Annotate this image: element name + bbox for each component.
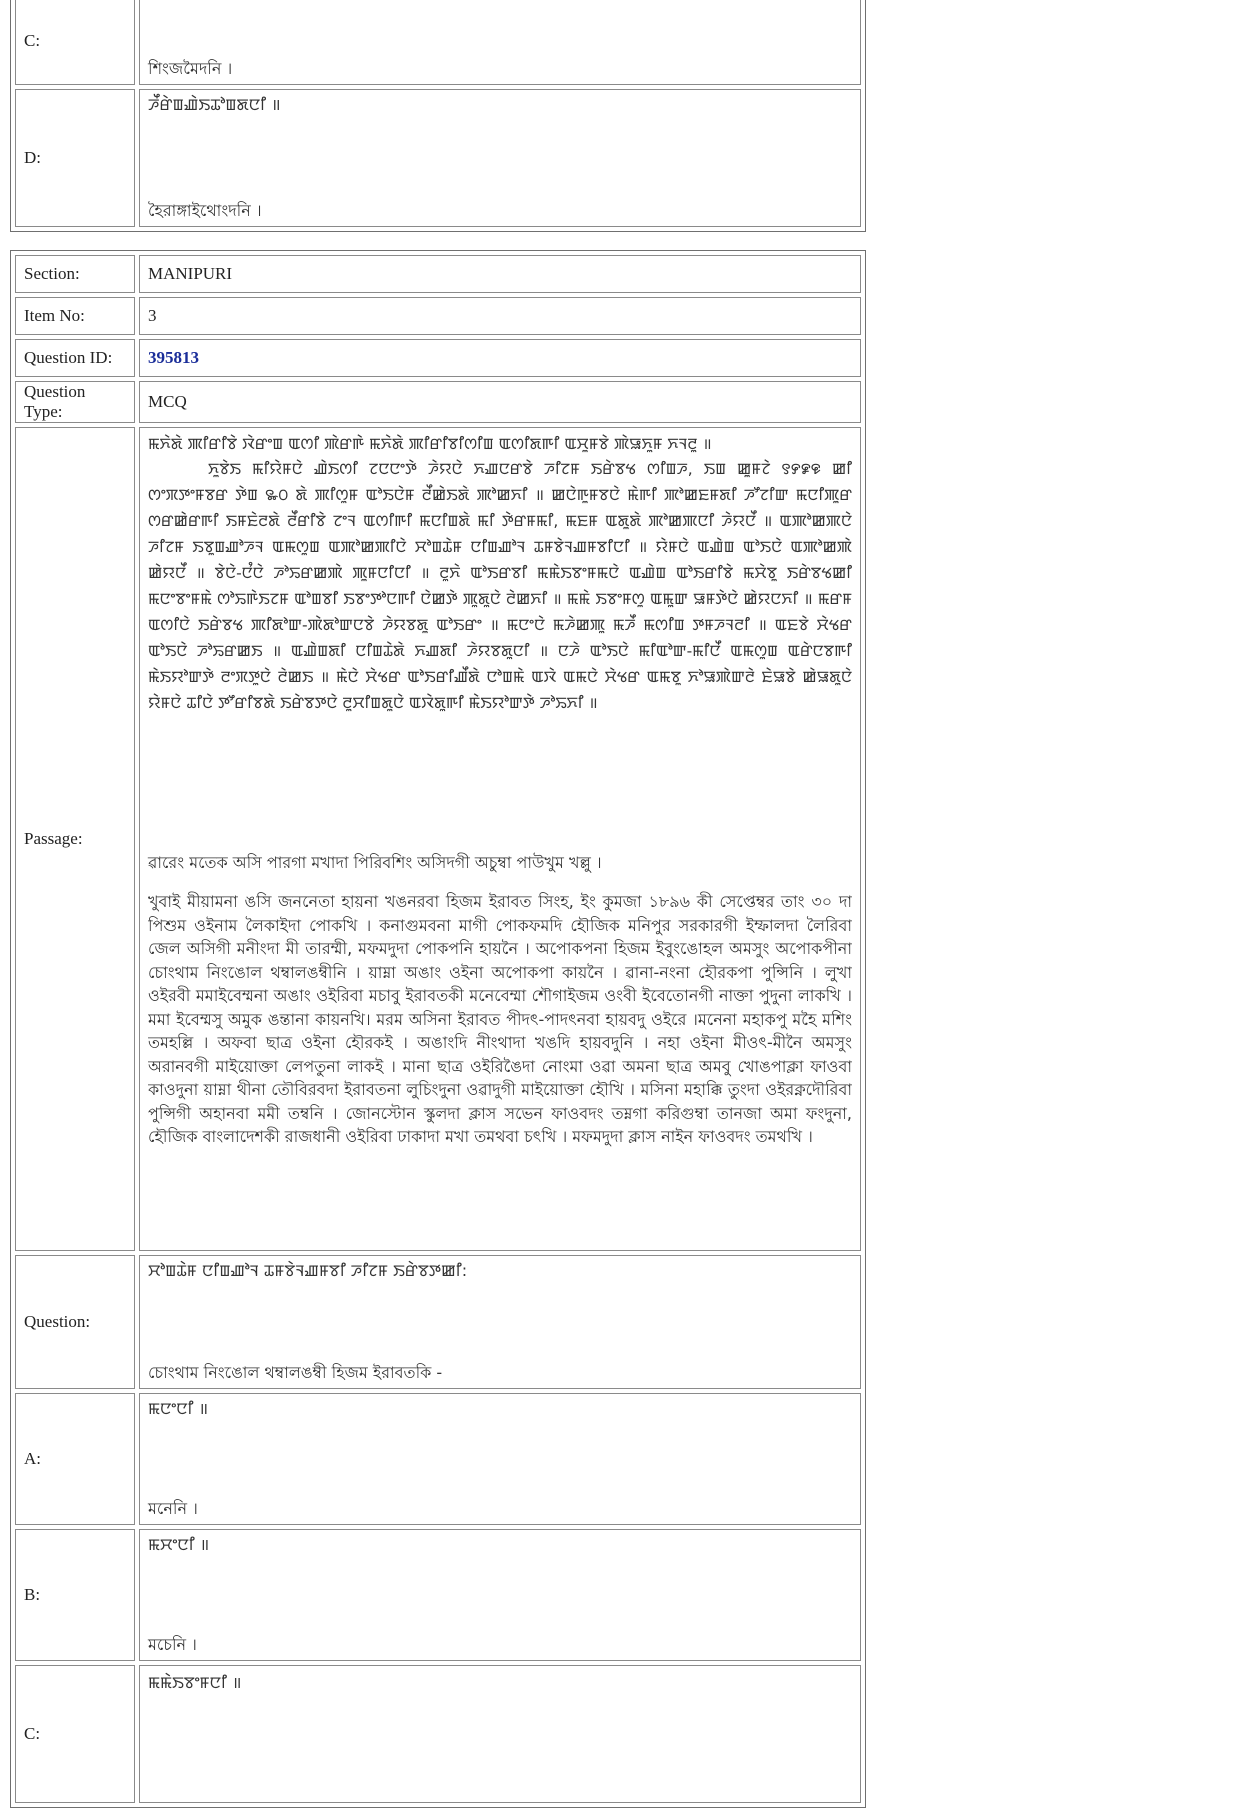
passage-label: Passage:	[15, 427, 135, 1251]
option-cell	[139, 1665, 861, 1803]
section-value: MANIPURI	[139, 255, 861, 293]
passage-meitei-body: ꯈꯨꯕꯥꯏ ꯃꯤꯌꯥꯝꯅꯥ ꯉꯥꯏꯁꯤ ꯖꯅꯅꯦꯇꯥ ꯍꯥꯌꯅꯥ ꯈꯉꯅꯔꯕꯥ ꯍꯤꯖꯝ ꯏꯔꯥꯕꯠ ꯁꯤꯡꯍ, ꯏꯡ ꯀꯨꯝꯖꯥ ꯱꯸꯹꯶ ꯀꯤ ꯁꯦꯞꯇꯦꯝꯕꯔ ꯇꯥꯡ ꯳꯰ ꯗꯥ ꯄꯤꯁꯨꯝ ꯑꯣꯏꯅꯥꯝ ꯂꯩꯀꯥꯏꯗꯥ ꯄꯣꯀꯈꯤ ॥ ꯀꯅꯥꯒꯨꯝꯕꯅꯥ ꯃꯥꯒꯤ ꯄꯣꯀꯐꯝꯗꯤ ꯍꯧꯖꯤꯛ ꯃꯅꯤꯄꯨꯔ ꯁꯔꯀꯥꯔꯒꯤ ꯏꯝꯐꯥꯂꯗꯥ ꯂꯩꯔꯤꯕꯥ ꯖꯦꯜ ꯑꯁꯤꯒꯤ ꯃꯅꯤꯡꯗꯥ ꯃꯤ ꯇꯥꯔꯝꯃꯤ, ꯃꯐꯝ ꯑꯗꯨꯗꯥ ꯄꯣꯀꯄꯅꯤ ꯍꯥꯌꯅꯩ ॥ ꯑꯄꯣꯀꯄꯅꯥ ꯍꯤꯖꯝ ꯏꯕꯨꯡꯉꯣꯍꯜ ꯑꯃꯁꯨꯡ ꯑꯄꯣꯀꯄꯤꯅꯥ ꯆꯣꯡꯊꯥꯝ ꯅꯤꯡꯉꯣꯜ ꯊꯝꯕꯥꯜꯉꯝꯕꯤꯅꯤ ॥ ꯌꯥꯝꯅꯥ ꯑꯉꯥꯡ ꯑꯣꯏꯅꯥ ꯑꯄꯣꯀꯄꯥ ꯀꯥꯌꯅꯩ ॥ ꯕꯥꯅꯥ-ꯅꯪꯅꯥ ꯍꯣꯢꯔꯀꯄꯥ ꯄꯨꯝꯅꯤꯅꯤ ॥ ꯂꯨꯈꯥ ꯑꯣꯏꯔꯕꯤ ꯃꯃꯥꯏꯕꯦꯝꯃꯅꯥ ꯑꯉꯥꯡ ꯑꯣꯏꯔꯤꯕꯥ ꯃꯆꯥꯕꯨ ꯏꯔꯥꯕꯠꯀꯤ ꯃꯅꯦꯕꯦꯝꯃꯥ ꯁꯣꯢꯒꯥꯏꯖꯝ ꯑꯣꯡꯕꯤ ꯏꯕꯦꯇꯣꯅꯒꯤ ꯅꯥꯀꯇꯥ ꯄꯨꯗꯨꯅꯥ ꯂꯥꯀꯈꯤ ॥ ꯃꯃꯥ ꯏꯕꯦꯝꯁꯨ ꯑꯃꯨꯛ ꯎꯝꯇꯥꯅꯥ ꯀꯥꯌꯅꯈꯤ ॥ ꯃꯔꯝ ꯑꯁꯤꯅꯥ ꯏꯔꯥꯕꯠ ꯄꯤꯗꯣꯛ-ꯄꯥꯗꯣꯛꯅꯕꯥ ꯍꯥꯌꯕꯗꯨ ꯑꯣꯏꯔꯦ ॥ ꯃꯅꯦꯅꯥ ꯃꯍꯥꯀꯄꯨ ꯃꯍꯩ ꯃꯁꯤꯡ ꯇꯝꯍꯜꯂꯤ ॥ ꯑꯐꯕꯥ ꯆꯥꯠꯔ ꯑꯣꯏꯅꯥ ꯍꯣꯢꯔꯀꯏ ॥ ꯑꯉꯥꯡꯗꯤ ꯅꯤꯡꯊꯥꯗꯥ ꯈꯉꯗꯤ ꯍꯥꯌꯕꯗꯨꯅꯤ ॥ ꯅꯍꯥ ꯑꯣꯏꯅꯥ ꯃꯤꯑꯣꯛ-ꯃꯤꯅꯩ ꯑꯃꯁꯨꯡ ꯑꯔꯥꯅꯕꯒꯤ ꯃꯥꯏꯌꯣꯛꯇꯥ ꯂꯦꯞꯇꯨꯅꯥ ꯂꯥꯀꯏ ॥ ꯃꯥꯅꯥ ꯆꯥꯠꯔ ꯑꯣꯏꯔꯤꯉꯩꯗꯥ ꯅꯣꯡꯃꯥ ꯑꯋꯥ ꯑꯃꯅꯥ ꯆꯥꯠꯔ ꯑꯃꯕꯨ ꯈꯣꯎꯄꯥꯛꯂꯥ ꯐꯥꯎꯕꯥ ꯀꯥꯎꯗꯨꯅꯥ ꯌꯥꯝꯅꯥ ꯊꯤꯅꯥ ꯇꯧꯔꯤꯕꯗꯥ ꯏꯔꯥꯕꯇꯅꯥ ꯂꯨꯆꯤꯡꯗꯨꯅꯥ ꯑꯋꯥꯗꯨꯒꯤ ꯃꯥꯏꯌꯣꯛꯇꯥ ꯍꯣꯢꯈꯤ ॥	[148, 459, 852, 712]
question-id-value: 395813	[139, 339, 861, 377]
option-cell	[139, 89, 861, 227]
question-table	[10, 250, 866, 1808]
question-id-label: Question ID:	[15, 339, 135, 377]
section-label: Section:	[15, 255, 135, 293]
item-row	[15, 297, 861, 335]
passage-meitei-heading: ꯃꯈꯥꯗꯥ ꯄꯤꯔꯤꯕꯥ ꯋꯥꯔꯦꯡ ꯑꯁꯤ ꯄꯥꯔꯒꯥ ꯃꯈꯥꯗꯥ ꯄꯤꯔꯤꯕꯤꯁꯤꯡ ꯑꯁꯤꯗꯒꯤ ꯑꯆꯨꯝꯕꯥ ꯄꯥꯎꯈꯨꯝ ꯈꯜꯂꯨ ॥	[148, 435, 712, 453]
option-label: C:	[15, 1665, 135, 1803]
option-label: A:	[15, 1393, 135, 1525]
passage-bengali-heading: ৱারেং মতেক অসি পারগা মখাদা পিরিবশিং অসিদগী অচুম্বা পাউখুম খল্লু ।	[148, 852, 602, 872]
option-row-c	[15, 1665, 861, 1803]
option-bengali-text: মনেনি ।	[148, 1498, 198, 1518]
option-label: B:	[15, 1529, 135, 1661]
item-label: Item No:	[15, 297, 135, 335]
option-meitei-text: ꯍꯩꯔꯥꯡꯉꯥꯏꯊꯣꯡꯗꯅꯤ ॥	[148, 95, 281, 114]
passage-cell	[139, 427, 861, 1251]
option-row-c	[15, 0, 861, 85]
section-row	[15, 255, 861, 293]
option-bengali-text: হৈরাঙ্গাইথোংদনি ।	[148, 200, 262, 220]
option-row-a	[15, 1393, 861, 1525]
option-bengali-text: মচেনি ।	[148, 1634, 197, 1654]
option-meitei-text: ꯃꯅꯦꯅꯤ ॥	[148, 1399, 209, 1418]
question-cell	[139, 1255, 861, 1389]
previous-question-table	[10, 0, 866, 232]
question-meitei-text: ꯆꯣꯡꯊꯥꯝ ꯅꯤꯡꯉꯣꯜ ꯊꯝꯕꯥꯜꯉꯝꯕꯤ ꯍꯤꯖꯝ ꯏꯔꯥꯕꯇꯀꯤ:	[148, 1261, 468, 1280]
question-row	[15, 1255, 861, 1389]
option-meitei-text: ꯃꯃꯥꯏꯕꯦꯝꯅꯤ ॥	[148, 1673, 242, 1692]
option-bengali-text: শিংজমৈদনি ।	[148, 58, 233, 78]
option-row-d	[15, 89, 861, 227]
question-bengali-text: চোংথাম নিংঙোল থম্বালঙম্বী হিজম ইরাবতকি -	[148, 1362, 443, 1382]
question-type-label: Question Type:	[15, 381, 135, 423]
option-cell	[139, 1529, 861, 1661]
question-type-value: MCQ	[139, 381, 861, 423]
question-label: Question:	[15, 1255, 135, 1389]
passage-bengali-body: খুবাই মীয়ামনা ঙসি জননেতা হায়না খঙনরবা হিজম ইরাবত সিংহ, ইং কুমজা ১৮৯৬ কী সেপ্তেম্বর তাং ৩০ দা পিশুম ওইনাম লৈকাইদা পোকখি । কনাগুমবনা মাগী পোকফমদি হৌজিক মনিপুর সরকারগী ইম্ফালদা লৈরিবা জেল অসিগী মনীংদা মী তারম্মী, মফমদুদা পোকপনি হায়নৈ । অপোকপনা হিজম ইবুংঙোহল অমসুং অপোকপীনা চোংথাম নিংঙোল থম্বালঙম্বীনি । য়াম্না অঙাং ওইনা অপোকপা কায়নৈ । ৱানা-নংনা হৌরকপা পুন্সিনি । লুখা ওইরবী মমাইবেম্মনা অঙাং ওইরিবা মচাবু ইরাবতকী মনেবেম্মা শৌগাইজম ওংবী ইবেতোনগী নাক্তা পুদুনা লাকখি । মমা ইবেম্মসু অমুক ঙন্তানা কায়নখি। মরম অসিনা ইরাবত পীদৎ-পাদৎনবা হায়বদু ওইরে ।মনেনা মহাকপু মহৈ মশিং তমহল্লি । অফবা ছাত্র ওইনা হৌরকই । অঙাংদি নীংথাদা খঙদি হায়বদুনি । নহা ওইনা মীওৎ-মীনৈ অমসুং অরানবগী মাইয়োক্তা লেপতুনা লাকই । মানা ছাত্র ওইরিঙৈদা নোংমা ওৱা অমনা ছাত্র অমবু খোঙপাক্লা ফাওবা কাওদুনা য়াম্না থীনা তৌবিরবদা ইরাবতনা লুচিংদুনা ওৱাদুগী মাইয়োক্তা হৌখি । মসিনা মহাক্কি তুংদা ওইরক্নদৌরিবা পুন্সিগী অহানবা মমী তম্বনি । জোনস্টোন স্কুলদা ক্লাস সভেন ফাওবদং তম্নগা করিগুম্বা তানজা অমা ফংদুনা, হৌজিক বাংলাদেশকী রাজধানী ওইরিবা ঢাকাদা মখা তমথবা চৎখি । মফমদুদা ক্লাস নাইন ফাওবদং তমথখি ।	[148, 892, 852, 1147]
option-meitei-text: ꯃꯆꯦꯅꯤ ॥	[148, 1535, 210, 1554]
item-value: 3	[139, 297, 861, 335]
question-type-row	[15, 381, 861, 423]
question-id-row	[15, 339, 861, 377]
option-cell	[139, 0, 861, 85]
passage-row	[15, 427, 861, 1251]
option-label: C:	[15, 0, 135, 85]
option-cell	[139, 1393, 861, 1525]
option-row-b	[15, 1529, 861, 1661]
option-label: D:	[15, 89, 135, 227]
